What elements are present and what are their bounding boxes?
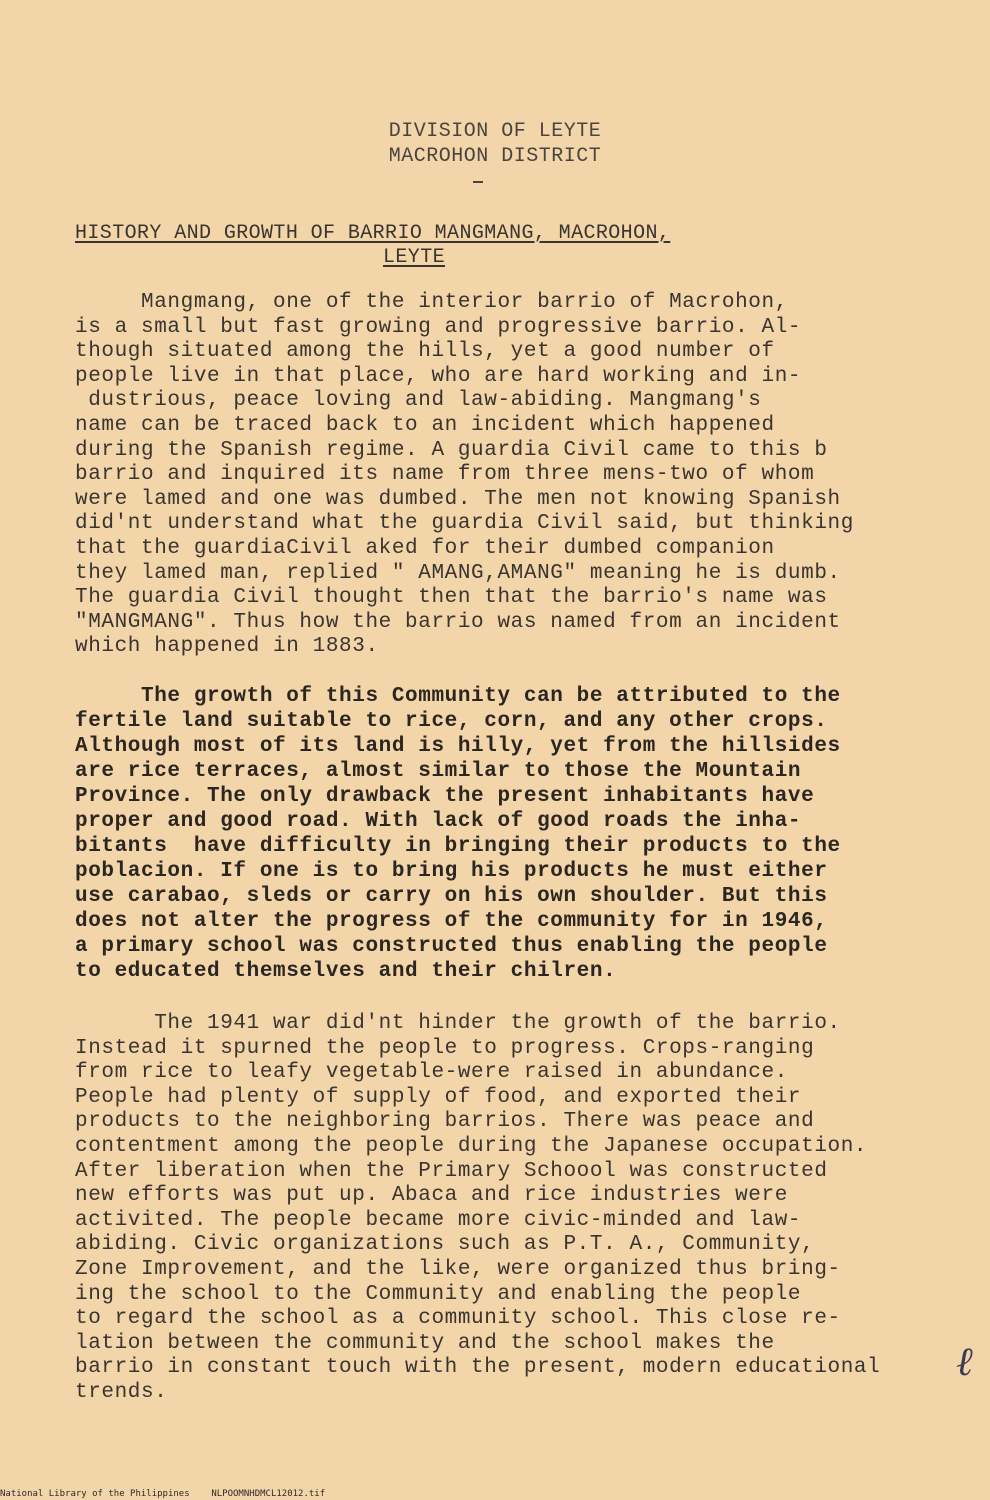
text-line: a primary school was constructed thus enabling the people: [75, 935, 828, 958]
text-line: does not alter the progress of the community for in 1946,: [75, 910, 828, 933]
text-line: After liberation when the Primary Schoool was constructed: [75, 1159, 828, 1183]
text-line: during the Spanish regime. A guardia Civil came to this b: [75, 438, 828, 462]
footer-filename: NLPOOMNHDMCL12012.tif: [211, 1489, 326, 1499]
text-line: did'nt understand what the guardia Civil said, but thinking: [75, 512, 854, 536]
text-line: The 1941 war did'nt hinder the growth of the barrio.: [75, 1012, 841, 1035]
footer-library: National Library of the Philippines: [0, 1489, 190, 1499]
text-line: poblacion. If one is to bring his products he must either: [75, 860, 828, 883]
text-line: The guardia Civil thought then that the barrio's name was: [75, 586, 828, 610]
text-line: abiding. Civic organizations such as P.T. A., Community,: [75, 1233, 815, 1257]
division-heading: DIVISION OF LEYTE: [388, 120, 602, 143]
text-line: are rice terraces, almost similar to those the Mountain: [75, 760, 802, 783]
text-line: were lamed and one was dumbed. The men not knowing Spanish: [75, 487, 841, 511]
text-line: to educated themselves and their chilren.: [75, 960, 617, 983]
text-line: from rice to leafy vegetable-were raised in abundance.: [75, 1061, 788, 1085]
text-line: Zone Improvement, and the like, were organized thus bring-: [75, 1258, 841, 1281]
text-line: which happened in 1883.: [75, 635, 379, 659]
text-line: people live in that place, who are hard working and in-: [75, 364, 802, 388]
text-line: they lamed man, replied " AMANG,AMANG" meaning he is dumb.: [75, 561, 841, 585]
heading-dash: [473, 181, 483, 183]
text-line: though situated among the hills, yet a good number of: [75, 340, 775, 364]
text-line: to regard the school as a community school. This close re-: [75, 1307, 841, 1331]
text-line: proper and good road. With lack of good roads the inha-: [75, 810, 802, 833]
text-line: Province. The only drawback the present inhabitants have: [75, 785, 815, 808]
text-line: name can be traced back to an incident which happened: [75, 414, 775, 437]
text-line: lation between the community and the school makes the: [75, 1331, 775, 1355]
text-line: People had plenty of supply of food, and exported their: [75, 1085, 802, 1109]
text-line: trends.: [75, 1381, 168, 1404]
text-line: is a small but fast growing and progressive barrio. Al-: [75, 315, 802, 339]
text-line: use carabao, sleds or carry on his own shoulder. But this: [75, 885, 828, 908]
text-line: Although most of its land is hilly, yet from the hillsides: [75, 735, 841, 758]
text-line: barrio and inquired its name from three mens-two of whom: [75, 463, 815, 487]
text-line: barrio in constant touch with the present, modern educational: [75, 1356, 881, 1380]
text-line: products to the neighboring barrios. There was peace and: [75, 1110, 815, 1134]
district-heading: MACROHON DISTRICT: [388, 145, 602, 168]
text-line: ing the school to the Community and enabling the people: [75, 1282, 802, 1306]
text-line: fertile land suitable to rice, corn, and any other crops.: [75, 710, 828, 733]
page-title: HISTORY AND GROWTH OF BARRIO MANGMANG, MACROHON,: [75, 222, 671, 245]
handwritten-mark: ℓ: [956, 1339, 973, 1385]
footer-line: [0, 1489, 325, 1499]
text-line: that the guardiaCivil aked for their dumbed companion: [75, 537, 775, 560]
text-line: bitants have difficulty in bringing their products to the: [75, 835, 841, 858]
text-line: new efforts was put up. Abaca and rice industries were: [75, 1184, 788, 1208]
text-line: contentment among the people during the Japanese occupation.: [75, 1135, 868, 1158]
page-title-line-2: LEYTE: [383, 246, 446, 269]
text-line: dustrious, peace loving and law-abiding. Mangmang's: [75, 389, 762, 413]
text-line: Mangmang, one of the interior barrio of Macrohon,: [75, 291, 788, 314]
text-line: Instead it spurned the people to progress. Crops-ranging: [75, 1036, 815, 1060]
text-line: "MANGMANG". Thus how the barrio was named from an incident: [75, 610, 841, 634]
text-line: activited. The people became more civic-minded and law-: [75, 1208, 802, 1232]
text-line: The growth of this Community can be attributed to the: [75, 685, 841, 708]
